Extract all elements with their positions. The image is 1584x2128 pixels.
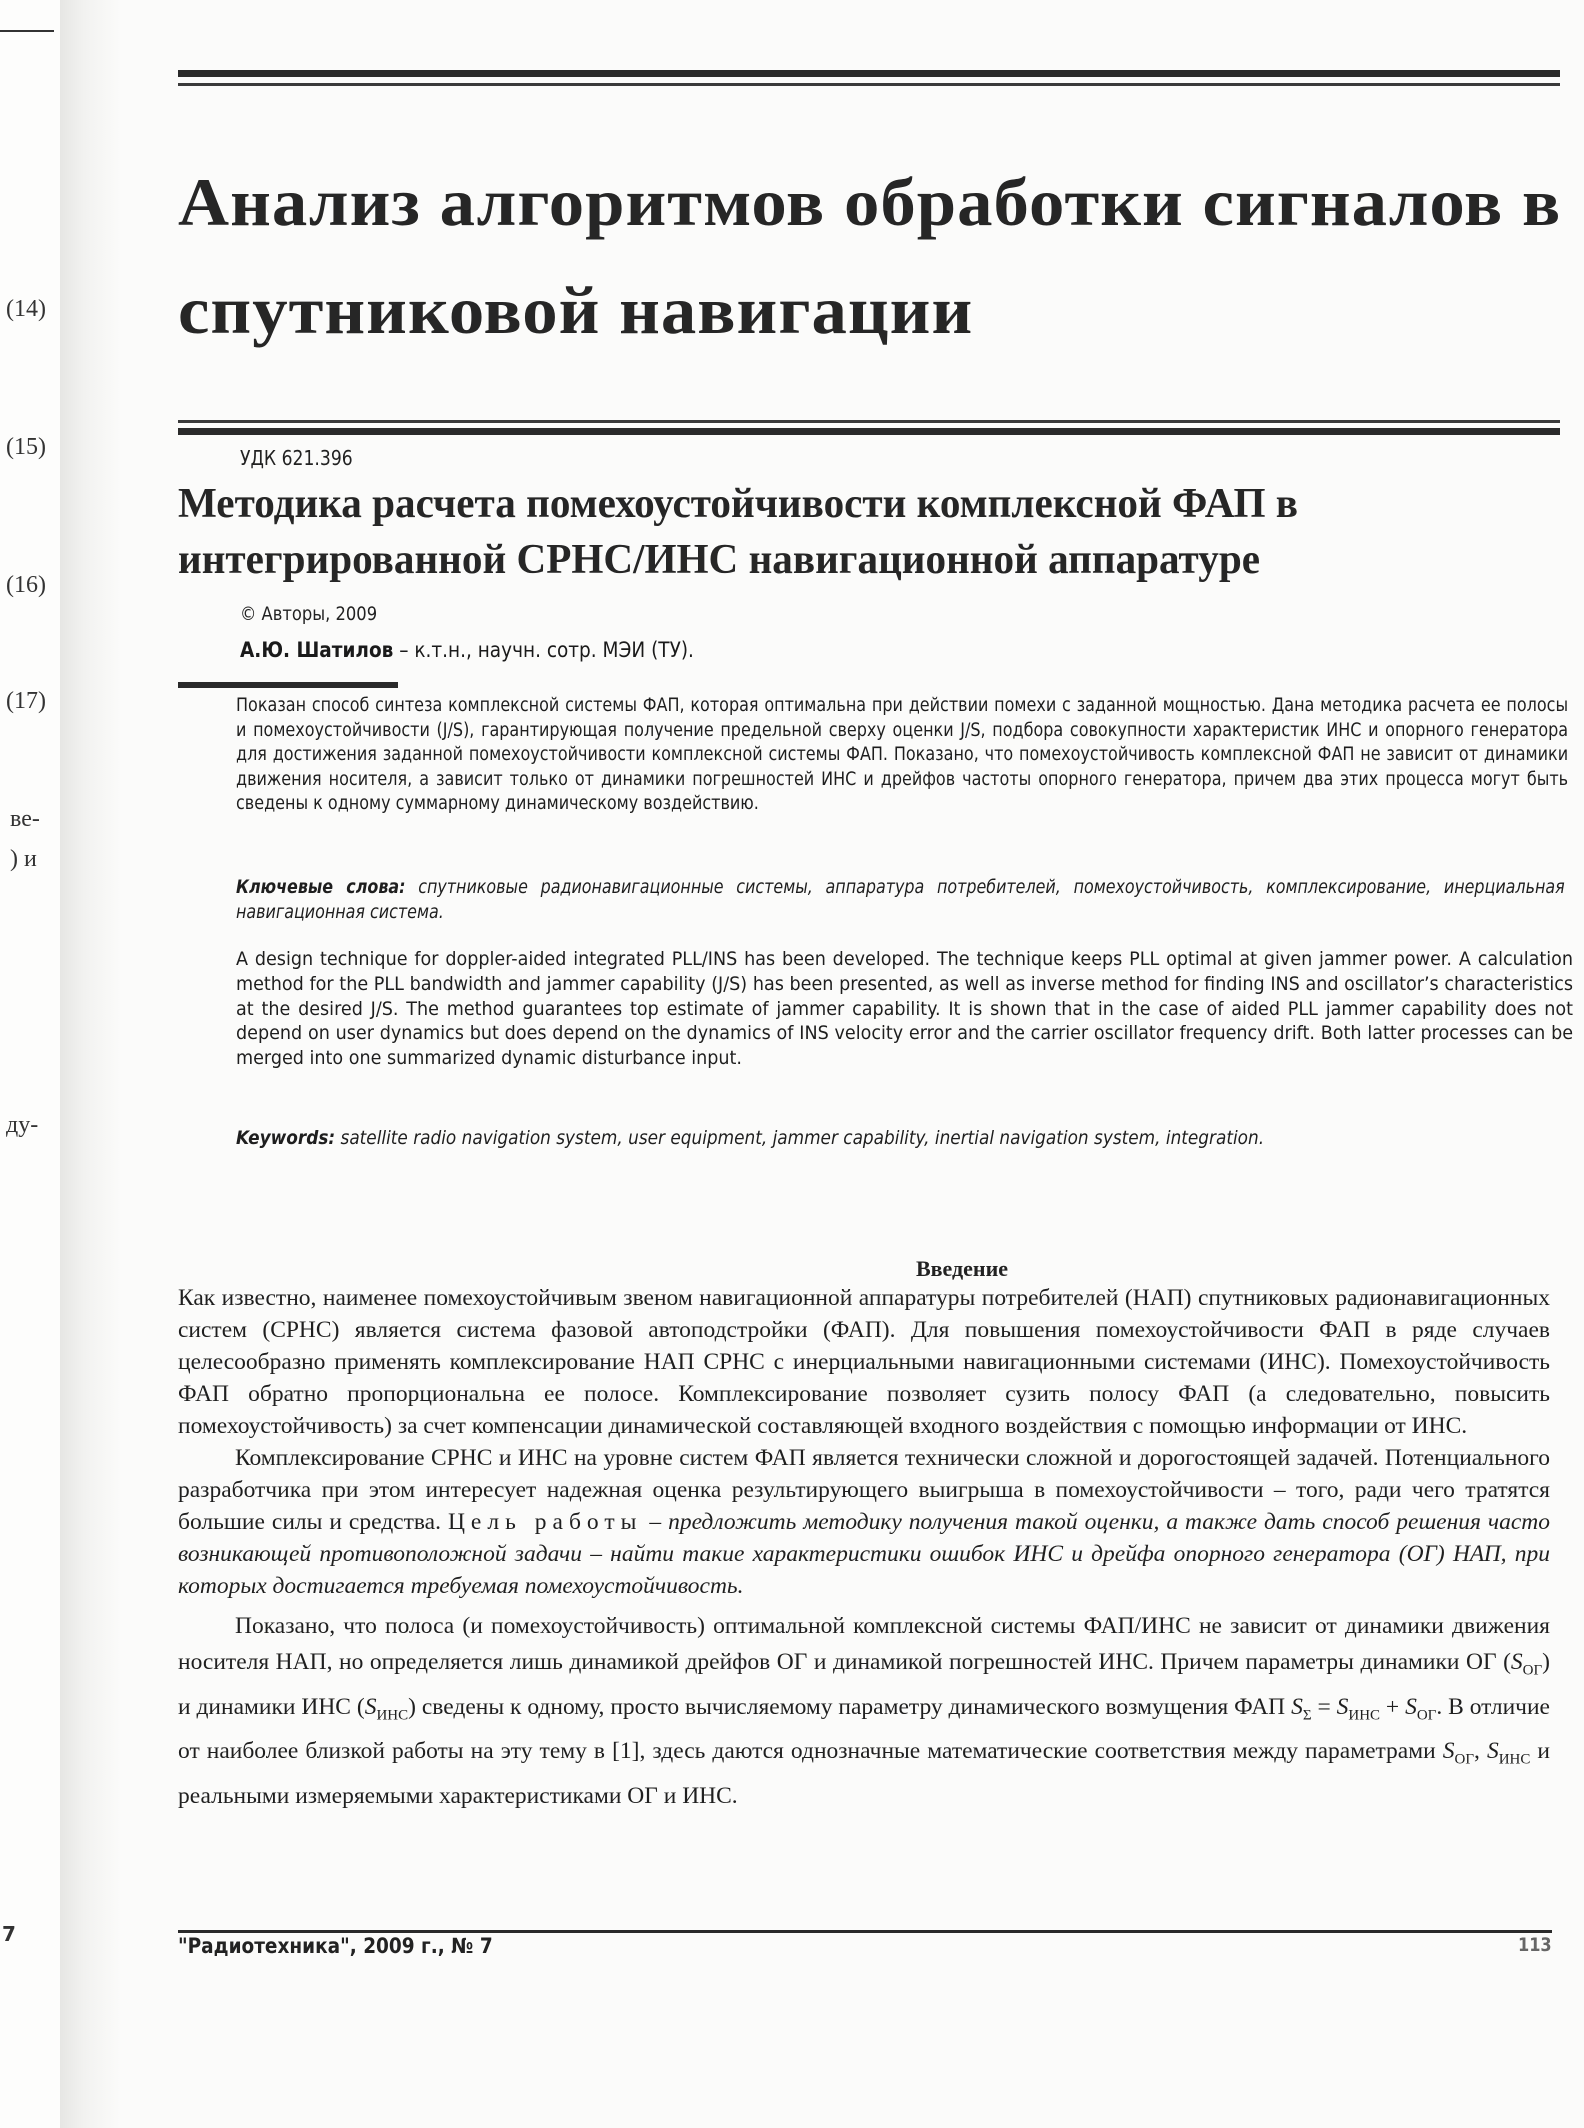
goal-label: Цель работы <box>447 1509 643 1535</box>
previous-page-rule <box>0 30 54 32</box>
abstract-ru: Показан способ синтеза комплексной системы ФАП, которая оптимальна при действии помехи с заданной мощностью. Дана методика расчета ее полосы и помехоустойчивости (J/S), гарантирующая получение предельной сверху оценки J/S, подбора совокупности характеристик ИНС и опорного генератора для достижения заданной помехоустойчивости комплексной системы ФАП. Показано, что помехоустойчивость комплексной ФАП не зависит от динамики движения носителя, а зависит только от динамики погрешностей ИНС и дрейфов частоты опорного генератора, причем два этих процесса могут быть сведены к одному суммарному динамическому воздействию. <box>236 695 1569 814</box>
keywords-ru-label: Ключевые слова: <box>236 877 406 898</box>
operator: + <box>1380 1693 1406 1720</box>
keywords-en-label: Keywords: <box>236 1128 336 1149</box>
introduction-body <box>178 1282 1550 1814</box>
goal-text: – предложить методику получения такой оценки, а также дать способ решения часто возникающей противоположной задачи – найти такие характеристики ошибок ИНС и дрейфа опорного генератора (ОГ) НАП, при которых достигается требуемая помехоустойчивость. <box>178 1509 1551 1599</box>
subscript: Σ <box>1302 1707 1312 1724</box>
symbol-s: S <box>1486 1738 1499 1765</box>
footer-rule <box>178 1930 1552 1933</box>
paragraph: Как известно, наименее помехоустойчивым звеном навигационной аппаратуры потребителей (НАП) спутниковых радионавигационных систем (СРНС) является система фазовой автоподстройки (ФАП). Для повышения помехоустойчивости ФАП в ряде случаев целесообразно применять комплексирование НАП СРНС с инерциальными навигационными системами (ИНС). Помехоустойчивость ФАП обратно пропорциональна ее полосе. Комплексирование позволяет сузить полосу ФАП (а следовательно, повысить помехоустойчивость) за счет компенсации динамической составляющей входного воздействия с помощью информации от ИНС. <box>178 1285 1550 1439</box>
previous-page-margin <box>0 0 60 2128</box>
equation-number: (17) <box>6 688 46 714</box>
paragraph-text: и реальными измеряемыми характеристиками ОГ и ИНС. <box>178 1738 1551 1810</box>
author-affiliation: – к.т.н., научн. сотр. МЭИ (ТУ). <box>393 638 694 662</box>
equation-number: (14) <box>6 296 46 322</box>
subscript: ИНС <box>376 1707 409 1724</box>
equation-number: (16) <box>6 572 46 598</box>
article-title: Методика расчета помехоустойчивости комплексной ФАП в интегрированной СРНС/ИНС навигационной аппаратуре <box>178 481 1298 583</box>
author-rule <box>178 682 398 688</box>
top-rule-thick <box>178 70 1560 77</box>
subscript: ИНС <box>1348 1707 1381 1724</box>
previous-page-number: 7 <box>2 1922 16 1946</box>
symbol-s: S <box>1442 1738 1455 1765</box>
operator: = <box>1311 1693 1337 1720</box>
introduction-heading: Введение <box>915 1256 1009 1281</box>
symbol-s: S <box>364 1693 377 1720</box>
text-fragment: ве- <box>10 806 40 832</box>
page-number: 113 <box>1518 1934 1552 1956</box>
symbol-s: S <box>1336 1693 1349 1720</box>
copyright: © Авторы, 2009 <box>240 603 378 625</box>
paragraph <box>178 1608 1550 1814</box>
paragraph-text: . В отличие от наиболее близкой работы на эту тему в [1], здесь даются однозначные математические соответствия между параметрами <box>178 1693 1550 1765</box>
subscript: ОГ <box>1454 1752 1475 1769</box>
subscript: ОГ <box>1522 1662 1543 1679</box>
binding-shadow <box>60 0 120 2128</box>
author-line <box>240 638 694 662</box>
journal-name: "Радиотехника", 2009 г., № 7 <box>178 1934 493 1958</box>
symbol-s: S <box>1405 1693 1417 1720</box>
udk-code: УДК 621.396 <box>240 446 353 470</box>
paragraph-text: ) и динамики ИНС ( <box>178 1649 1550 1720</box>
paragraph-text: ) сведены к одному, просто вычисляемому параметру динамического возмущения ФАП <box>408 1693 1292 1720</box>
symbol-s: S <box>1510 1649 1523 1675</box>
section-title: Анализ алгоритмов обработки сигналов в спутниковой навигации <box>178 164 1562 348</box>
symbol-s: S <box>1291 1693 1303 1720</box>
subscript: ОГ <box>1416 1707 1437 1724</box>
equation-number: (15) <box>6 434 46 460</box>
separator: , <box>1474 1738 1487 1765</box>
subscript: ИНС <box>1498 1752 1531 1769</box>
title-bottom-rule-thick <box>178 428 1560 435</box>
keywords-en-text: satellite radio navigation system, user equipment, jammer capability, inertial navigation system, integration. <box>335 1128 1265 1149</box>
text-fragment: ) и <box>10 846 37 872</box>
text-fragment: ду- <box>6 1112 39 1138</box>
paragraph <box>178 1442 1550 1602</box>
paragraph-text: Показано, что полоса (и помехоустойчивость) оптимальной комплексной системы ФАП/ИНС не зависит от динамики движения носителя НАП, но определяется лишь динамикой дрейфов ОГ и динамикой погрешностей ИНС. Причем параметры динамики ОГ ( <box>178 1613 1550 1675</box>
keywords-ru-text: спутниковые радионавигационные системы, аппаратура потребителей, помехоустойчивость, комплексирование, инерциальная навигационная система. <box>236 877 1565 923</box>
keywords-en <box>236 1127 1496 1151</box>
top-rule-thin <box>178 83 1560 86</box>
keywords-ru <box>236 876 1565 925</box>
author-name: А.Ю. Шатилов <box>240 638 394 662</box>
paragraph-text: Комплексирование СРНС и ИНС на уровне систем ФАП является технически сложной и дорогостоящей задачей. Потенциального разработчика при этом интересует надежная оценка результирующего выигрыша в помехоустойчивости – того, ради чего тратятся большие силы и средства. <box>178 1445 1550 1535</box>
abstract-en: A design technique for doppler-aided integrated PLL/INS has been developed. The technique keeps PLL optimal at given jammer power. A calculation method for the PLL bandwidth and jammer capability (J/S) has been presented, as well as inverse method for finding INS and oscillator’s characteristics at the desired J/S. The method guarantees top estimate of jammer capability. It is shown that in the case of aided PLL jammer capability does not depend on user dynamics but does depend on the dynamics of INS velocity error and the carrier oscillator frequency drift. Both latter processes can be merged into one summarized dynamic disturbance input. <box>236 949 1574 1070</box>
title-bottom-rule-thin <box>178 420 1560 423</box>
